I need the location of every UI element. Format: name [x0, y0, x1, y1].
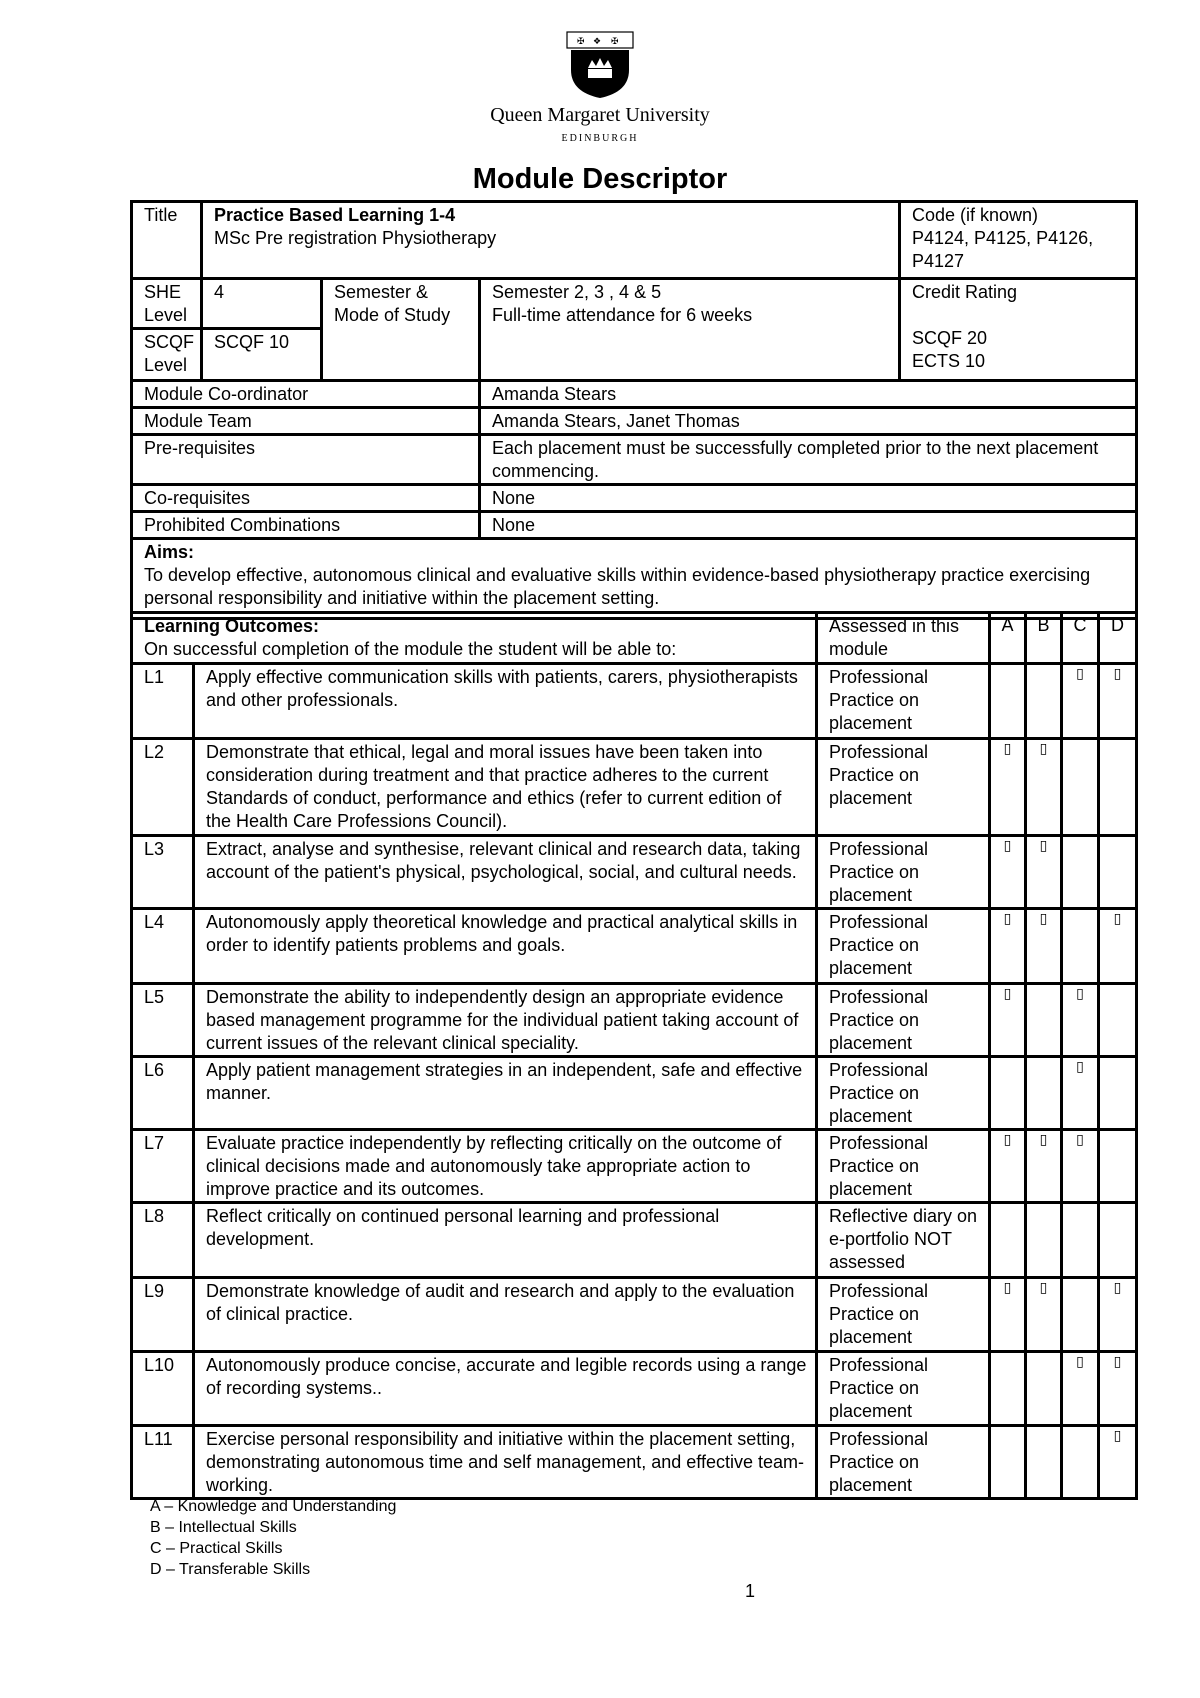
semester-cell	[480, 279, 900, 381]
outcome-mark-d	[1099, 1057, 1137, 1130]
outcome-mark-c: ▯	[1062, 1057, 1099, 1130]
outcome-mark-d	[1099, 1130, 1137, 1203]
outcome-row	[132, 664, 1137, 739]
column-header-b: B	[1026, 613, 1062, 664]
outcome-text: Demonstrate knowledge of audit and research and apply to the evaluation of clinical practice.	[194, 1278, 817, 1352]
semester-label: Semester & Mode of Study	[322, 279, 480, 381]
outcome-mark-c: ▯	[1062, 1352, 1099, 1426]
legend-a: A – Knowledge and Understanding	[150, 1498, 397, 1515]
outcome-text: Demonstrate that ethical, legal and moral issues have been taken into consideration during treatment and that practice adheres to the current Standards of conduct, performance and ethics (refer to current edition of the Health Care Professions Council).	[194, 739, 817, 836]
outcome-id: L1	[132, 664, 194, 739]
outcome-mark-c	[1062, 909, 1099, 984]
code-label: Code (if known)	[912, 205, 1039, 225]
outcome-mark-c	[1062, 1426, 1099, 1499]
mode-of-study-value: Full-time attendance for 6 weeks	[492, 305, 753, 325]
outcome-mark-c	[1062, 739, 1099, 836]
outcome-text: Demonstrate the ability to independently design an appropriate evidence based management programme for the individual patient taking account of current issues of the relevant clinical speciality.	[194, 984, 817, 1057]
outcome-mark-b: ▯	[1026, 1130, 1062, 1203]
outcome-mark-a: ▯	[990, 909, 1026, 984]
svg-text:❖: ❖	[593, 37, 602, 47]
outcome-assessment: Professional Practice on placement	[817, 1278, 990, 1352]
outcome-assessment: Professional Practice on placement	[817, 1130, 990, 1203]
outcome-text: Reflect critically on continued personal learning and professional development.	[194, 1203, 817, 1278]
coordinator-label: Module Co-ordinator	[132, 381, 480, 408]
she-level-value: 4	[202, 279, 322, 329]
outcome-mark-d: ▯	[1099, 1278, 1137, 1352]
credit-rating-label: Credit Rating	[912, 282, 1018, 302]
title-label: Title	[132, 202, 202, 279]
prohibited-combinations-label: Prohibited Combinations	[132, 512, 480, 539]
corequisites-label: Co-requisites	[132, 485, 480, 512]
outcome-text: Apply patient management strategies in an independent, safe and effective manner.	[194, 1057, 817, 1130]
outcome-text: Evaluate practice independently by reflecting critically on the outcome of clinical decisions made and autonomously take appropriate action to improve practice and its outcomes.	[194, 1130, 817, 1203]
corequisites-value: None	[480, 485, 1137, 512]
outcome-mark-c: ▯	[1062, 664, 1099, 739]
outcome-id: L6	[132, 1057, 194, 1130]
coordinator-value: Amanda Stears	[480, 381, 1137, 408]
outcome-assessment: Professional Practice on placement	[817, 984, 990, 1057]
aims-text: To develop effective, autonomous clinical and evaluative skills within evidence-based physiotherapy practice exercising personal responsibility and initiative within the placement setting.	[144, 565, 1091, 608]
outcome-row	[132, 1057, 1137, 1130]
outcome-assessment: Professional Practice on placement	[817, 664, 990, 739]
outcome-id: L2	[132, 739, 194, 836]
legend-b: B – Intellectual Skills	[150, 1519, 297, 1536]
university-crest-logo	[555, 30, 645, 100]
skills-legend	[150, 1496, 396, 1580]
outcome-mark-a	[990, 1426, 1026, 1499]
university-city: EDINBURGH	[561, 133, 639, 144]
outcome-mark-d: ▯	[1099, 909, 1137, 984]
outcome-mark-d	[1099, 984, 1137, 1057]
outcome-row	[132, 1130, 1137, 1203]
module-details-table	[130, 200, 1138, 620]
outcome-mark-b	[1026, 984, 1062, 1057]
outcome-row	[132, 836, 1137, 909]
outcome-mark-a: ▯	[990, 1130, 1026, 1203]
scqf-level-value: SCQF 10	[202, 329, 322, 381]
outcome-mark-b: ▯	[1026, 836, 1062, 909]
title-cell	[202, 202, 900, 279]
page-title: Module Descriptor	[472, 163, 728, 195]
outcome-mark-c	[1062, 836, 1099, 909]
outcome-id: L4	[132, 909, 194, 984]
outcome-row	[132, 739, 1137, 836]
aims-cell	[132, 539, 1137, 619]
outcome-mark-d	[1099, 1203, 1137, 1278]
credit-rating-cell	[900, 279, 1137, 381]
module-title: Practice Based Learning 1-4	[214, 205, 456, 225]
outcome-id: L11	[132, 1426, 194, 1499]
outcome-mark-d: ▯	[1099, 1352, 1137, 1426]
learning-outcomes-body	[132, 664, 1137, 1499]
outcome-id: L9	[132, 1278, 194, 1352]
she-level-label: SHE Level	[132, 279, 202, 329]
learning-outcomes-table	[130, 611, 1138, 1500]
svg-text:✠: ✠	[577, 37, 585, 47]
prerequisites-value: Each placement must be successfully completed prior to the next placement commencing.	[480, 435, 1137, 485]
outcome-mark-b	[1026, 1203, 1062, 1278]
column-header-d: D	[1099, 613, 1137, 664]
outcome-text: Autonomously produce concise, accurate and legible records using a range of recording systems..	[194, 1352, 817, 1426]
outcome-assessment: Professional Practice on placement	[817, 739, 990, 836]
outcome-assessment: Professional Practice on placement	[817, 836, 990, 909]
outcome-row	[132, 984, 1137, 1057]
outcome-mark-c	[1062, 1203, 1099, 1278]
outcome-mark-d	[1099, 739, 1137, 836]
outcome-mark-d: ▯	[1099, 664, 1137, 739]
code-cell	[900, 202, 1137, 279]
prohibited-combinations-value: None	[480, 512, 1137, 539]
outcome-text: Apply effective communication skills with patients, carers, physiotherapists and other professionals.	[194, 664, 817, 739]
outcome-text: Extract, analyse and synthesise, relevant clinical and research data, taking account of the patient's physical, psychological, social, and cultural needs.	[194, 836, 817, 909]
outcome-assessment: Reflective diary on e-portfolio NOT assessed	[817, 1203, 990, 1278]
outcome-row	[132, 909, 1137, 984]
code-value: P4124, P4125, P4126, P4127	[912, 228, 1094, 271]
learning-outcomes-heading: Learning Outcomes:	[144, 616, 320, 636]
legend-c: C – Practical Skills	[150, 1540, 283, 1557]
column-header-c: C	[1062, 613, 1099, 664]
outcome-mark-b	[1026, 664, 1062, 739]
semester-value: Semester 2, 3 , 4 & 5	[492, 282, 662, 302]
outcome-assessment: Professional Practice on placement	[817, 1426, 990, 1499]
outcome-row	[132, 1203, 1137, 1278]
outcome-assessment: Professional Practice on placement	[817, 1352, 990, 1426]
outcome-mark-a	[990, 664, 1026, 739]
outcome-text: Exercise personal responsibility and initiative within the placement setting, demonstrating autonomous time and self management, and effective team-working.	[194, 1426, 817, 1499]
outcome-mark-b	[1026, 1426, 1062, 1499]
outcome-mark-d	[1099, 836, 1137, 909]
outcome-mark-b: ▯	[1026, 739, 1062, 836]
learning-outcomes-header	[132, 613, 817, 664]
outcome-id: L7	[132, 1130, 194, 1203]
outcome-text: Autonomously apply theoretical knowledge and practical analytical skills in order to identify patients problems and goals.	[194, 909, 817, 984]
university-name: Queen Margaret University	[490, 104, 710, 126]
outcome-mark-c	[1062, 1278, 1099, 1352]
outcome-row	[132, 1352, 1137, 1426]
outcome-id: L10	[132, 1352, 194, 1426]
module-team-value: Amanda Stears, Janet Thomas	[480, 408, 1137, 435]
outcome-id: L5	[132, 984, 194, 1057]
module-programme: MSc Pre registration Physiotherapy	[214, 228, 497, 248]
outcome-mark-a: ▯	[990, 1278, 1026, 1352]
outcome-mark-a: ▯	[990, 836, 1026, 909]
legend-d: D – Transferable Skills	[150, 1561, 311, 1578]
outcome-mark-b	[1026, 1352, 1062, 1426]
outcome-mark-a	[990, 1203, 1026, 1278]
column-header-a: A	[990, 613, 1026, 664]
page-number: 1	[745, 1581, 756, 1601]
svg-text:✠: ✠	[611, 37, 619, 47]
assessed-header: Assessed in this module	[817, 613, 990, 664]
outcome-mark-d: ▯	[1099, 1426, 1137, 1499]
learning-outcomes-intro: On successful completion of the module the student will be able to:	[144, 639, 677, 659]
outcome-assessment: Professional Practice on placement	[817, 909, 990, 984]
outcome-id: L8	[132, 1203, 194, 1278]
outcome-mark-b	[1026, 1057, 1062, 1130]
outcome-mark-c: ▯	[1062, 984, 1099, 1057]
prerequisites-label: Pre-requisites	[132, 435, 480, 485]
outcome-id: L3	[132, 836, 194, 909]
aims-heading: Aims:	[144, 542, 195, 562]
credit-scqf-value: SCQF 20	[912, 328, 988, 348]
outcome-mark-b: ▯	[1026, 1278, 1062, 1352]
scqf-level-label: SCQF Level	[132, 329, 202, 381]
outcome-mark-a: ▯	[990, 984, 1026, 1057]
outcome-mark-a	[990, 1352, 1026, 1426]
outcome-row	[132, 1426, 1137, 1499]
outcome-mark-c: ▯	[1062, 1130, 1099, 1203]
outcome-mark-a	[990, 1057, 1026, 1130]
outcome-assessment: Professional Practice on placement	[817, 1057, 990, 1130]
outcome-mark-a: ▯	[990, 739, 1026, 836]
credit-ects-value: ECTS 10	[912, 351, 986, 371]
module-team-label: Module Team	[132, 408, 480, 435]
outcome-row	[132, 1278, 1137, 1352]
outcome-mark-b: ▯	[1026, 909, 1062, 984]
